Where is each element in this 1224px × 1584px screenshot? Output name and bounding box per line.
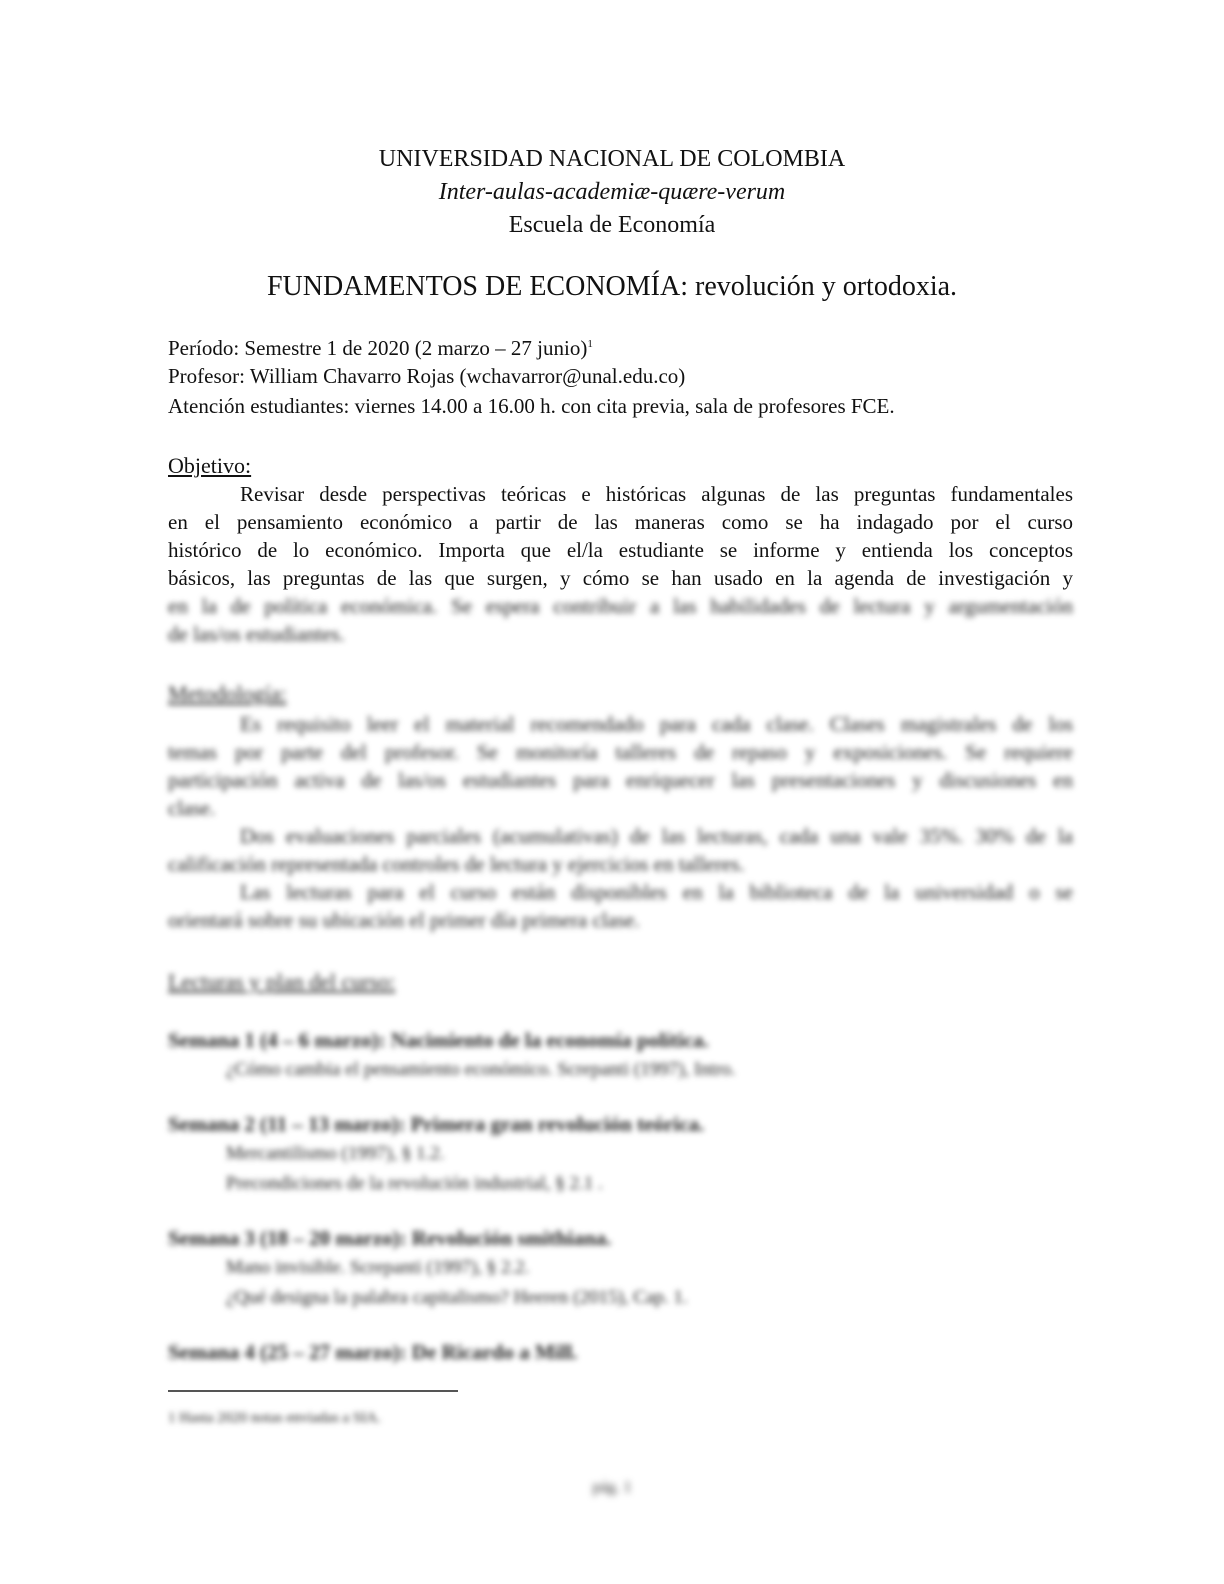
objective-line: histórico de lo económico. Importa que el/la estudiante se informe y entienda los conceptos <box>168 538 1073 562</box>
methodology-line: Es requisito leer el material recomendado para cada clase. Clases magistrales de los <box>240 712 1073 736</box>
reading-item: ¿Qué designa la palabra capitalismo? Heeren (2015), Cap. 1. <box>226 1287 688 1308</box>
footnote-mark: 1 <box>587 338 593 350</box>
course-title: FUNDAMENTOS DE ECONOMÍA: revolución y ortodoxia. <box>266 271 958 302</box>
methodology-heading: Metodología: <box>168 681 287 706</box>
objective-line: en la de política económica. Se espera contribuir a las habilidades de lectura y argumentación <box>168 594 1073 618</box>
methodology-line: Dos evaluaciones parciales (acumulativas) de las lecturas, cada una vale 35%. 30% de la <box>240 824 1073 848</box>
university-name: UNIVERSIDAD NACIONAL DE COLOMBIA <box>378 146 846 172</box>
period-line <box>168 334 593 362</box>
objective-heading: Objetivo: <box>168 453 252 478</box>
objective-paragraph <box>168 480 1073 648</box>
objective-line: en el pensamiento económico a partir de las maneras como se ha indagado por el curso <box>168 510 1073 534</box>
period-text: Período: Semestre 1 de 2020 (2 marzo – 27 junio) <box>168 336 588 360</box>
reading-item: Precondiciones de la revolución industrial, § 2.1 . <box>226 1173 603 1194</box>
methodology-paragraph <box>168 710 1073 934</box>
readings-heading: Lecturas y plan del curso: <box>168 969 396 994</box>
methodology-line: clase. <box>168 796 216 820</box>
school-name: Escuela de Economía <box>508 212 716 238</box>
week-title: Semana 2 (11 – 13 marzo): Primera gran revolución teórica. <box>168 1112 705 1136</box>
reading-item: Mano invisible. Screpanti (1997), § 2.2. <box>226 1257 530 1278</box>
university-motto: Inter-aulas-academiæ-quære-verum <box>438 179 786 205</box>
week-title: Semana 4 (25 – 27 marzo): De Ricardo a Mill. <box>168 1340 578 1364</box>
reading-item: ¿Cómo cambia el pensamiento económico. Screpanti (1997), Intro. <box>226 1059 736 1080</box>
methodology-line: temas por parte del profesor. Se monitoría talleres de repaso y exposiciones. Se requiere <box>168 740 1073 764</box>
professor-line: Profesor: William Chavarro Rojas (wchavarror@unal.edu.co) <box>168 364 686 388</box>
office-hours-line: Atención estudiantes: viernes 14.00 a 16.00 h. con cita previa, sala de profesores FCE. <box>168 394 895 418</box>
footnote-text: 1 Hasta 2020 notas enviadas a SIA. <box>168 1410 381 1426</box>
page-number: pág. 1 <box>592 1479 632 1496</box>
objective-line: de las/os estudiantes. <box>168 622 345 646</box>
footnote-divider <box>168 1390 458 1392</box>
reading-item: Mercantilismo (1997), § 1.2. <box>226 1143 445 1164</box>
methodology-line: calificación representada controles de lectura y ejercicios en talleres. <box>168 852 745 876</box>
methodology-line: orientará sobre su ubicación el primer día primera clase. <box>168 908 640 932</box>
objective-line: básicos, las preguntas de las que surgen, y cómo se han usado en la agenda de investigación y <box>168 566 1073 590</box>
methodology-line: Las lecturas para el curso están disponibles en la biblioteca de la universidad o se <box>240 880 1073 904</box>
methodology-line: participación activa de las/os estudiantes para enriquecer las presentaciones y discusiones en <box>168 768 1073 792</box>
week-title: Semana 1 (4 – 6 marzo): Nacimiento de la economía política. <box>168 1028 709 1052</box>
week-title: Semana 3 (18 – 20 marzo): Revolución smithiana. <box>168 1226 612 1250</box>
objective-line: Revisar desde perspectivas teóricas e históricas algunas de las preguntas fundamentales <box>240 482 1073 506</box>
